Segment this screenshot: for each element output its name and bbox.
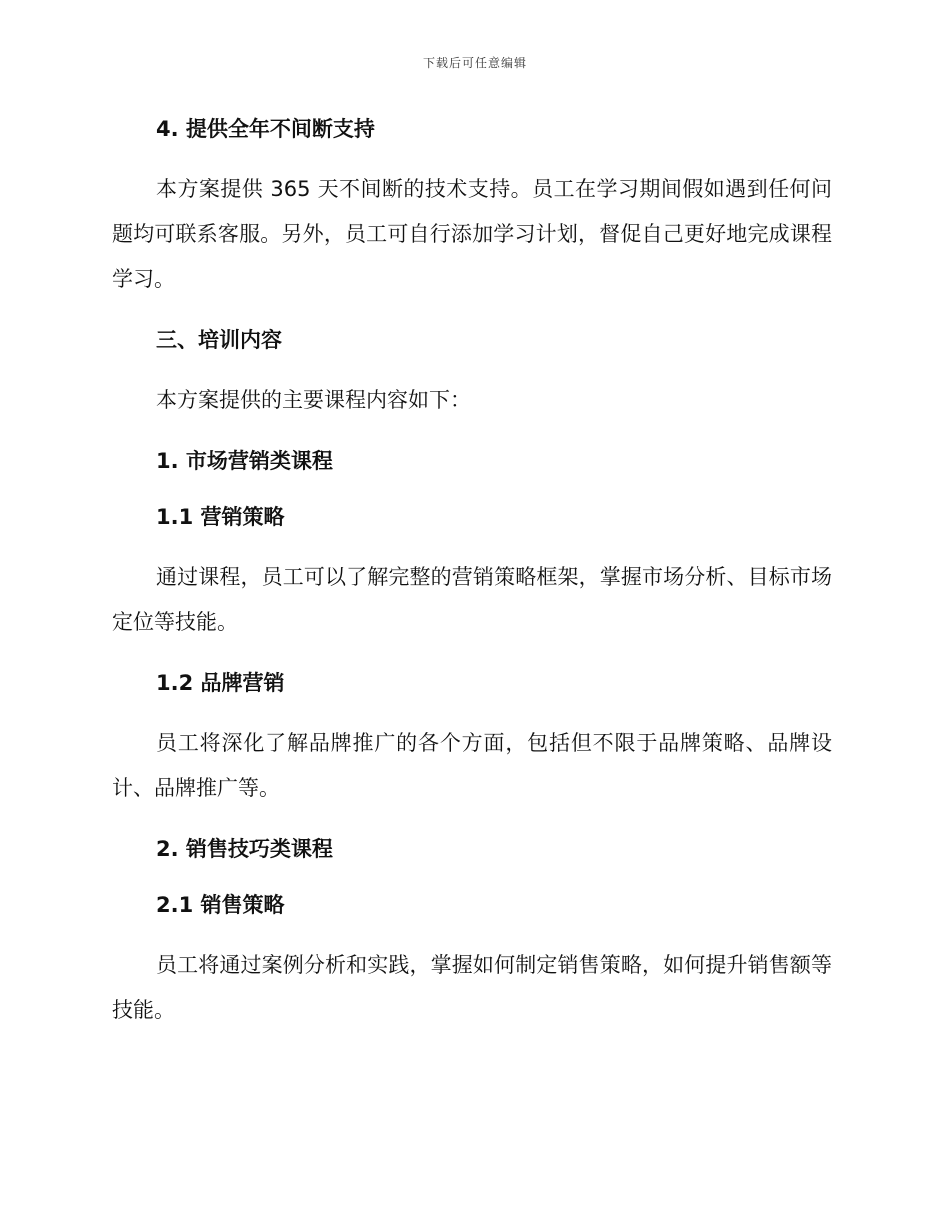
section-heading-training-content: 三、培训内容	[156, 328, 282, 352]
subheading-marketing-strategy: 1.1 营销策略	[156, 505, 285, 529]
paragraph-marketing-strategy: 通过课程，员工可以了解完整的营销策略框架，掌握市场分析、目标市场定位等技能。	[112, 565, 832, 634]
section-heading-sales-courses: 2. 销售技巧类课程	[156, 837, 333, 861]
paragraph-brand-marketing: 员工将深化了解品牌推广的各个方面，包括但不限于品牌策略、品牌设计、品牌推广等。	[112, 731, 832, 800]
page-header: 下载后可任意编辑	[422, 56, 527, 70]
section-heading-support: 4. 提供全年不间断支持	[156, 117, 375, 141]
document-body	[112, 111, 832, 1033]
paragraph-support: 本方案提供 365 天不间断的技术支持。员工在学习期间假如遇到任何问题均可联系客服。另外，员工可自行添加学习计划，督促自己更好地完成课程学习。	[112, 177, 832, 291]
subheading-brand-marketing: 1.2 品牌营销	[156, 671, 285, 695]
paragraph-sales-strategy: 员工将通过案例分析和实践，掌握如何制定销售策略，如何提升销售额等技能。	[112, 953, 832, 1022]
section-heading-marketing-courses: 1. 市场营销类课程	[156, 449, 333, 473]
subheading-sales-strategy: 2.1 销售策略	[156, 893, 285, 917]
paragraph-course-intro: 本方案提供的主要课程内容如下：	[156, 388, 471, 412]
